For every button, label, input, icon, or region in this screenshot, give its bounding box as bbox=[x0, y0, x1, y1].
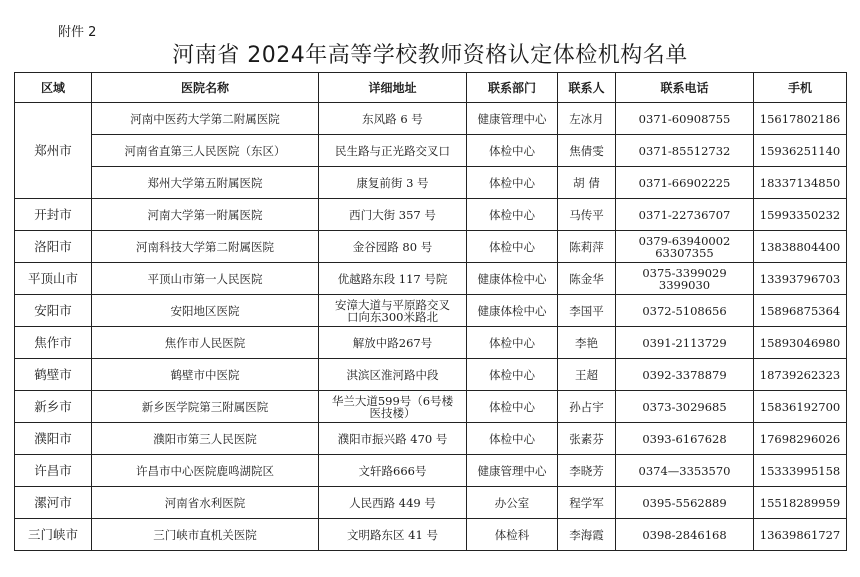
column-header-mobile: 手机 bbox=[754, 73, 847, 103]
address-cell: 解放中路267号 bbox=[319, 327, 467, 359]
region-cell: 开封市 bbox=[15, 199, 92, 231]
header-row bbox=[15, 73, 847, 103]
phone-cell: 0371-66902225 bbox=[616, 167, 754, 199]
department-cell: 健康管理中心 bbox=[467, 103, 558, 135]
contact-person-cell: 孙占宇 bbox=[558, 391, 616, 423]
table-row bbox=[15, 423, 847, 455]
table-body bbox=[15, 103, 847, 551]
department-cell: 体检中心 bbox=[467, 135, 558, 167]
contact-person-cell: 陈莉萍 bbox=[558, 231, 616, 263]
table-row bbox=[15, 487, 847, 519]
region-cell: 漯河市 bbox=[15, 487, 92, 519]
address-cell: 华兰大道599号（6号楼 医技楼） bbox=[319, 391, 467, 423]
region-cell: 许昌市 bbox=[15, 455, 92, 487]
address-cell: 东风路 6 号 bbox=[319, 103, 467, 135]
attachment-label: 附件 2 bbox=[58, 25, 97, 40]
column-header-department: 联系部门 bbox=[467, 73, 558, 103]
region-cell: 平顶山市 bbox=[15, 263, 92, 295]
hospital-name-cell: 河南大学第一附属医院 bbox=[92, 199, 319, 231]
phone-cell: 0379-63940002 63307355 bbox=[616, 231, 754, 263]
address-cell: 西门大街 357 号 bbox=[319, 199, 467, 231]
hospital-name-cell: 新乡医学院第三附属医院 bbox=[92, 391, 319, 423]
region-cell: 安阳市 bbox=[15, 295, 92, 327]
column-header-address: 详细地址 bbox=[319, 73, 467, 103]
hospital-name-cell: 安阳地区医院 bbox=[92, 295, 319, 327]
phone-cell: 0398-2846168 bbox=[616, 519, 754, 551]
address-cell: 淇滨区淮河路中段 bbox=[319, 359, 467, 391]
mobile-cell: 13393796703 bbox=[754, 263, 847, 295]
table-row bbox=[15, 135, 847, 167]
phone-cell: 0374—3353570 bbox=[616, 455, 754, 487]
department-cell: 健康管理中心 bbox=[467, 455, 558, 487]
region-cell: 焦作市 bbox=[15, 327, 92, 359]
table-row bbox=[15, 231, 847, 263]
mobile-cell: 15518289959 bbox=[754, 487, 847, 519]
address-cell: 人民西路 449 号 bbox=[319, 487, 467, 519]
column-header-contact-person: 联系人 bbox=[558, 73, 616, 103]
department-cell: 健康体检中心 bbox=[467, 295, 558, 327]
phone-cell: 0371-22736707 bbox=[616, 199, 754, 231]
mobile-cell: 13838804400 bbox=[754, 231, 847, 263]
contact-person-cell: 李海霞 bbox=[558, 519, 616, 551]
region-cell: 三门峡市 bbox=[15, 519, 92, 551]
phone-cell: 0391-2113729 bbox=[616, 327, 754, 359]
address-cell: 文轩路666号 bbox=[319, 455, 467, 487]
address-cell: 优越路东段 117 号院 bbox=[319, 263, 467, 295]
hospital-name-cell: 焦作市人民医院 bbox=[92, 327, 319, 359]
hospital-name-cell: 郑州大学第五附属医院 bbox=[92, 167, 319, 199]
phone-cell: 0372-5108656 bbox=[616, 295, 754, 327]
address-cell: 濮阳市振兴路 470 号 bbox=[319, 423, 467, 455]
mobile-cell: 13639861727 bbox=[754, 519, 847, 551]
phone-cell: 0371-85512732 bbox=[616, 135, 754, 167]
department-cell: 体检中心 bbox=[467, 359, 558, 391]
phone-cell: 0375-3399029 3399030 bbox=[616, 263, 754, 295]
table-row bbox=[15, 519, 847, 551]
hospital-name-cell: 三门峡市直机关医院 bbox=[92, 519, 319, 551]
mobile-cell: 15896875364 bbox=[754, 295, 847, 327]
table-row bbox=[15, 103, 847, 135]
contact-person-cell: 左冰月 bbox=[558, 103, 616, 135]
address-cell: 金谷园路 80 号 bbox=[319, 231, 467, 263]
department-cell: 体检中心 bbox=[467, 167, 558, 199]
contact-person-cell: 焦倩雯 bbox=[558, 135, 616, 167]
contact-person-cell: 李艳 bbox=[558, 327, 616, 359]
hospital-name-cell: 河南中医药大学第二附属医院 bbox=[92, 103, 319, 135]
mobile-cell: 15993350232 bbox=[754, 199, 847, 231]
hospital-name-cell: 濮阳市第三人民医院 bbox=[92, 423, 319, 455]
contact-person-cell: 陈金华 bbox=[558, 263, 616, 295]
contact-person-cell: 张素芬 bbox=[558, 423, 616, 455]
contact-person-cell: 李国平 bbox=[558, 295, 616, 327]
phone-cell: 0392-3378879 bbox=[616, 359, 754, 391]
region-cell: 新乡市 bbox=[15, 391, 92, 423]
phone-cell: 0393-6167628 bbox=[616, 423, 754, 455]
mobile-cell: 15836192700 bbox=[754, 391, 847, 423]
mobile-cell: 17698296026 bbox=[754, 423, 847, 455]
hospital-name-cell: 河南省水利医院 bbox=[92, 487, 319, 519]
table-row bbox=[15, 263, 847, 295]
department-cell: 体检中心 bbox=[467, 327, 558, 359]
column-header-phone: 联系电话 bbox=[616, 73, 754, 103]
hospital-name-cell: 河南科技大学第二附属医院 bbox=[92, 231, 319, 263]
address-cell: 安漳大道与平原路交叉 口向东300米路北 bbox=[319, 295, 467, 327]
mobile-cell: 15333995158 bbox=[754, 455, 847, 487]
mobile-cell: 15617802186 bbox=[754, 103, 847, 135]
contact-person-cell: 马传平 bbox=[558, 199, 616, 231]
department-cell: 健康体检中心 bbox=[467, 263, 558, 295]
department-cell: 体检中心 bbox=[467, 391, 558, 423]
column-header-region: 区域 bbox=[15, 73, 92, 103]
table-row bbox=[15, 167, 847, 199]
hospital-name-cell: 平顶山市第一人民医院 bbox=[92, 263, 319, 295]
contact-person-cell: 李晓芳 bbox=[558, 455, 616, 487]
contact-person-cell: 王超 bbox=[558, 359, 616, 391]
department-cell: 体检中心 bbox=[467, 423, 558, 455]
contact-person-cell: 胡 倩 bbox=[558, 167, 616, 199]
table-row bbox=[15, 199, 847, 231]
address-cell: 民生路与正光路交叉口 bbox=[319, 135, 467, 167]
address-cell: 康复前街 3 号 bbox=[319, 167, 467, 199]
region-cell: 郑州市 bbox=[15, 103, 92, 199]
region-cell: 濮阳市 bbox=[15, 423, 92, 455]
phone-cell: 0373-3029685 bbox=[616, 391, 754, 423]
mobile-cell: 15893046980 bbox=[754, 327, 847, 359]
page-title: 河南省 2024年高等学校教师资格认定体检机构名单 bbox=[172, 43, 688, 68]
department-cell: 体检科 bbox=[467, 519, 558, 551]
mobile-cell: 18337134850 bbox=[754, 167, 847, 199]
hospital-table bbox=[14, 72, 847, 551]
column-header-hospital-name: 医院名称 bbox=[92, 73, 319, 103]
hospital-name-cell: 河南省直第三人民医院（东区） bbox=[92, 135, 319, 167]
address-cell: 文明路东区 41 号 bbox=[319, 519, 467, 551]
table-row bbox=[15, 391, 847, 423]
mobile-cell: 18739262323 bbox=[754, 359, 847, 391]
table-row bbox=[15, 455, 847, 487]
region-cell: 洛阳市 bbox=[15, 231, 92, 263]
department-cell: 体检中心 bbox=[467, 231, 558, 263]
table-row bbox=[15, 359, 847, 391]
hospital-name-cell: 许昌市中心医院鹿鸣湖院区 bbox=[92, 455, 319, 487]
department-cell: 体检中心 bbox=[467, 199, 558, 231]
contact-person-cell: 程学军 bbox=[558, 487, 616, 519]
department-cell: 办公室 bbox=[467, 487, 558, 519]
table-row bbox=[15, 295, 847, 327]
table-header bbox=[15, 73, 847, 103]
table-row bbox=[15, 327, 847, 359]
mobile-cell: 15936251140 bbox=[754, 135, 847, 167]
phone-cell: 0371-60908755 bbox=[616, 103, 754, 135]
phone-cell: 0395-5562889 bbox=[616, 487, 754, 519]
hospital-name-cell: 鹤壁市中医院 bbox=[92, 359, 319, 391]
region-cell: 鹤壁市 bbox=[15, 359, 92, 391]
